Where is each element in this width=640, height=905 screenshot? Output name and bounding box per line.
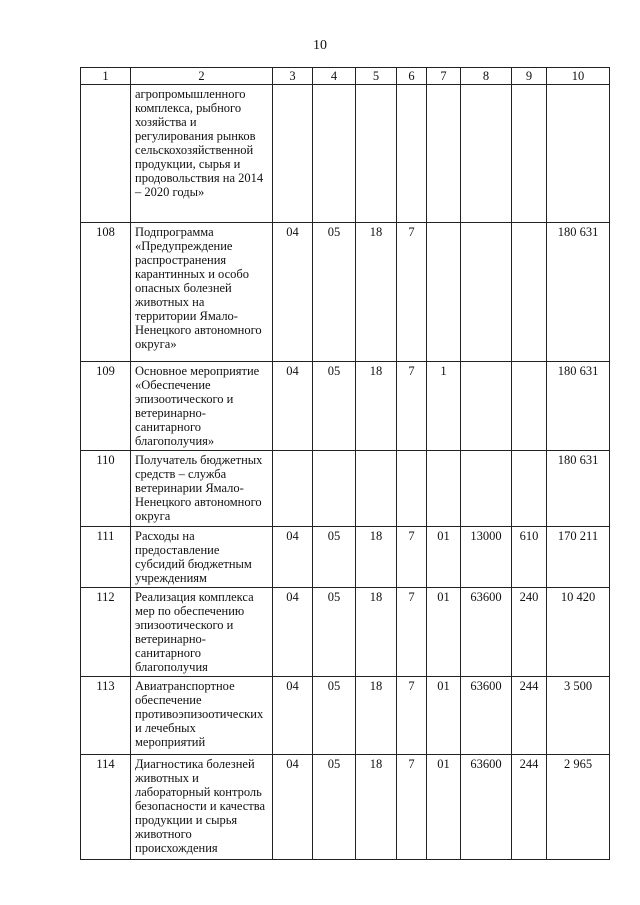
code-cell: 05 [313,755,356,860]
code-cell [461,451,512,527]
amount-cell [547,85,610,223]
amount-cell: 180 631 [547,451,610,527]
code-cell: 18 [356,677,397,755]
column-header: 4 [313,68,356,85]
code-cell [512,362,547,451]
code-cell: 05 [313,362,356,451]
column-header: 9 [512,68,547,85]
code-cell: 7 [397,677,427,755]
table-row [81,362,610,451]
amount-cell: 170 211 [547,527,610,588]
table-row [81,85,610,223]
code-cell: 7 [397,755,427,860]
code-cell: 63600 [461,677,512,755]
row-name: Расходы на предоставление субсидий бюджетным учреждениям [131,527,273,588]
row-name: Подпрограмма «Предупреждение распространения карантинных и особо опасных болезней животных на территории Ямало-Ненецкого автономного округа» [131,223,273,362]
code-cell: 63600 [461,588,512,677]
table-row [81,588,610,677]
column-header: 8 [461,68,512,85]
code-cell: 7 [397,362,427,451]
code-cell: 05 [313,588,356,677]
code-cell: 01 [427,527,461,588]
column-header: 6 [397,68,427,85]
code-cell [397,451,427,527]
code-cell: 13000 [461,527,512,588]
code-cell: 244 [512,677,547,755]
row-number: 110 [81,451,131,527]
code-cell: 18 [356,223,397,362]
code-cell: 01 [427,588,461,677]
code-cell: 04 [273,527,313,588]
code-cell [461,85,512,223]
budget-table [80,67,610,860]
table-row [81,451,610,527]
column-header: 3 [273,68,313,85]
row-number [81,85,131,223]
row-name: Основное мероприятие «Обеспечение эпизоотического и ветеринарно-санитарного благополучия» [131,362,273,451]
column-header: 7 [427,68,461,85]
code-cell [356,85,397,223]
code-cell [512,223,547,362]
code-cell: 18 [356,362,397,451]
code-cell: 610 [512,527,547,588]
code-cell: 04 [273,677,313,755]
code-cell: 04 [273,362,313,451]
amount-cell: 3 500 [547,677,610,755]
code-cell [512,85,547,223]
code-cell [397,85,427,223]
code-cell: 7 [397,527,427,588]
row-number: 111 [81,527,131,588]
code-cell: 04 [273,755,313,860]
code-cell: 1 [427,362,461,451]
code-cell: 240 [512,588,547,677]
code-cell: 7 [397,588,427,677]
code-cell: 04 [273,588,313,677]
page-number: 10 [313,38,327,53]
amount-cell: 180 631 [547,223,610,362]
code-cell [512,451,547,527]
row-name: Получатель бюджетных средств – служба ветеринарии Ямало-Ненецкого автономного округа [131,451,273,527]
row-number: 114 [81,755,131,860]
code-cell: 18 [356,755,397,860]
code-cell [427,85,461,223]
code-cell [461,223,512,362]
table-row [81,527,610,588]
header-row [81,68,610,85]
code-cell: 18 [356,527,397,588]
code-cell: 18 [356,588,397,677]
code-cell [427,223,461,362]
code-cell [356,451,397,527]
column-header: 1 [81,68,131,85]
code-cell [461,362,512,451]
code-cell [273,85,313,223]
code-cell: 04 [273,223,313,362]
row-number: 108 [81,223,131,362]
amount-cell: 10 420 [547,588,610,677]
table-row [81,223,610,362]
code-cell: 05 [313,223,356,362]
code-cell [273,451,313,527]
row-number: 109 [81,362,131,451]
code-cell: 63600 [461,755,512,860]
column-header: 2 [131,68,273,85]
code-cell: 7 [397,223,427,362]
row-number: 113 [81,677,131,755]
table-row [81,677,610,755]
code-cell [427,451,461,527]
amount-cell: 2 965 [547,755,610,860]
code-cell [313,85,356,223]
row-name: Авиатранспортное обеспечение противоэпизоотических и лечебных мероприятий [131,677,273,755]
code-cell: 05 [313,527,356,588]
row-number: 112 [81,588,131,677]
table-row [81,755,610,860]
code-cell: 244 [512,755,547,860]
row-name: Диагностика болезней животных и лабораторный контроль безопасности и качества продукции и сырья животного происхождения [131,755,273,860]
code-cell: 01 [427,677,461,755]
code-cell: 05 [313,677,356,755]
code-cell: 01 [427,755,461,860]
amount-cell: 180 631 [547,362,610,451]
row-name: Реализация комплекса мер по обеспечению эпизоотического и ветеринарно-санитарного благополучия [131,588,273,677]
row-name: агропромышленного комплекса, рыбного хозяйства и регулирования рынков сельскохозяйственной продукции, сырья и продовольствия на 2014 – 2020 годы» [131,85,273,223]
column-header: 10 [547,68,610,85]
code-cell [313,451,356,527]
column-header: 5 [356,68,397,85]
